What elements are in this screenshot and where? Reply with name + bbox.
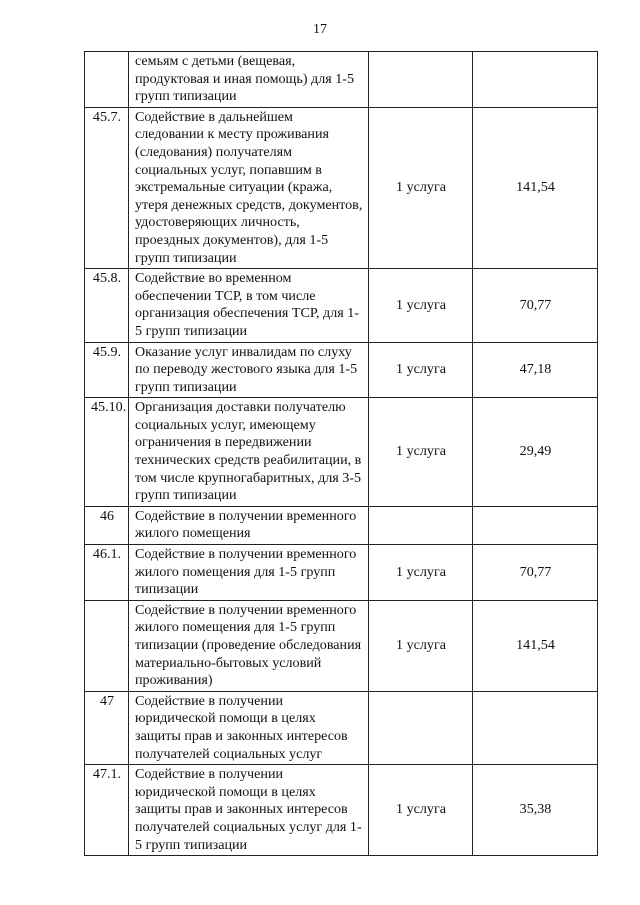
service-name: семьям с детьми (вещевая, продуктовая и иная помощь) для 1-5 групп типизации [129, 52, 369, 108]
service-unit: 1 услуга [369, 342, 473, 398]
page-number: 17 [313, 22, 327, 37]
table-row [85, 107, 598, 268]
service-unit: 1 услуга [369, 107, 473, 268]
service-unit: 1 услуга [369, 269, 473, 342]
service-name: Содействие в получении временного жилого помещения [129, 506, 369, 544]
table-row [85, 765, 598, 856]
service-unit [369, 52, 473, 108]
service-unit [369, 506, 473, 544]
service-price [473, 506, 598, 544]
service-name: Содействие в получении юридической помощи в целях защиты прав и законных интересов получателей социальных услуг для 1-5 групп типизации [129, 765, 369, 856]
service-number: 47.1. [85, 765, 129, 856]
service-number: 45.8. [85, 269, 129, 342]
service-price: 29,49 [473, 398, 598, 507]
service-name: Содействие в получении юридической помощи в целях защиты прав и законных интересов получателей социальных услуг [129, 691, 369, 764]
table-row [85, 600, 598, 691]
service-unit: 1 услуга [369, 765, 473, 856]
service-number: 45.9. [85, 342, 129, 398]
service-unit: 1 услуга [369, 398, 473, 507]
service-unit: 1 услуга [369, 600, 473, 691]
service-number: 45.10. [85, 398, 129, 507]
service-price: 47,18 [473, 342, 598, 398]
table-row [85, 691, 598, 764]
service-name: Оказание услуг инвалидам по слуху по переводу жестового языка для 1-5 групп типизации [129, 342, 369, 398]
service-number: 45.7. [85, 107, 129, 268]
service-price [473, 691, 598, 764]
service-number: 46 [85, 506, 129, 544]
service-price [473, 52, 598, 108]
service-name: Организация доставки получателю социальных услуг, имеющему ограничения в передвижении технических средств реабилитации, в том числе крупногабаритных, для 3-5 групп типизации [129, 398, 369, 507]
service-unit [369, 691, 473, 764]
service-price: 70,77 [473, 545, 598, 601]
service-number: 46.1. [85, 545, 129, 601]
service-unit: 1 услуга [369, 545, 473, 601]
service-name: Содействие во временном обеспечении ТСР, в том числе организация обеспечения ТСР, для 1-5 групп типизации [129, 269, 369, 342]
service-price: 35,38 [473, 765, 598, 856]
table-row [85, 52, 598, 108]
table-row [85, 545, 598, 601]
table-row [85, 269, 598, 342]
table-row [85, 342, 598, 398]
service-name: Содействие в получении временного жилого помещения для 1-5 групп типизации (проведение обследования материально-бытовых условий проживания) [129, 600, 369, 691]
service-number [85, 52, 129, 108]
service-number: 47 [85, 691, 129, 764]
table-row [85, 398, 598, 507]
service-name: Содействие в получении временного жилого помещения для 1-5 групп типизации [129, 545, 369, 601]
table-row [85, 506, 598, 544]
service-price: 141,54 [473, 107, 598, 268]
service-number [85, 600, 129, 691]
services-table-body [85, 52, 598, 856]
service-price: 141,54 [473, 600, 598, 691]
service-name: Содействие в дальнейшем следовании к месту проживания (следования) получателям социальных услуг, попавшим в экстремальные ситуации (кража, утеря денежных средств, документов, удостоверяющих личность, проездных документов), для 1-5 групп типизации [129, 107, 369, 268]
services-tariff-table [84, 51, 598, 856]
service-price: 70,77 [473, 269, 598, 342]
